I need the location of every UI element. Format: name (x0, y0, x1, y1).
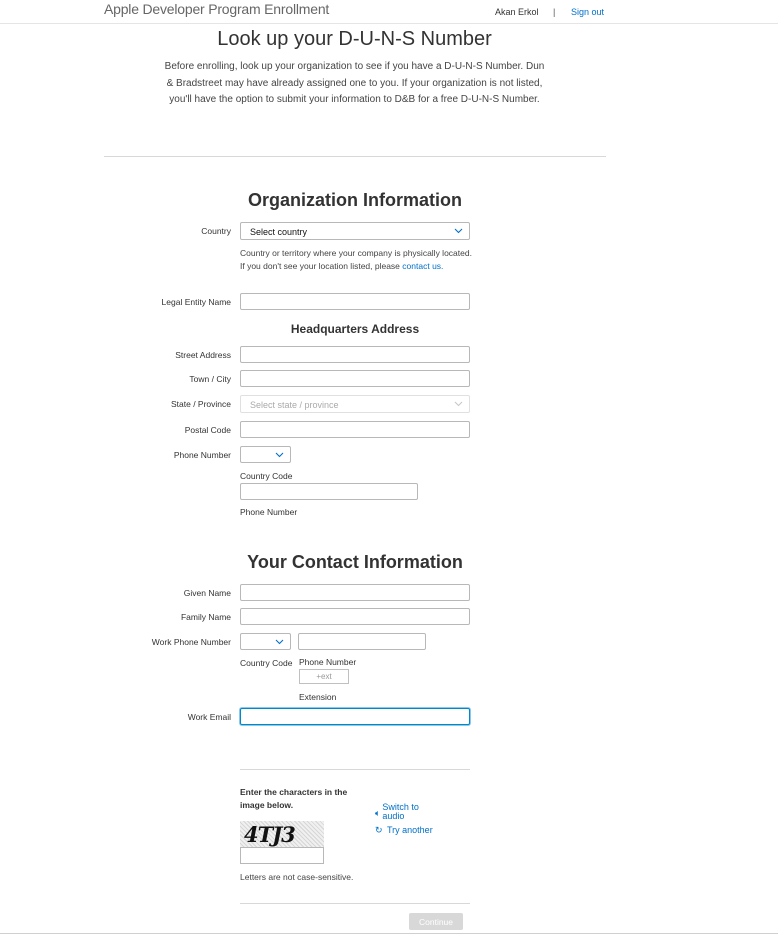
section-divider (104, 156, 606, 157)
speaker-icon: 🔈︎ (375, 808, 381, 818)
switch-to-audio-label: Switch to audio (382, 802, 419, 821)
intro-text: Before enrolling, look up your organization to see if you have a D-U-N-S Number. Dun & Bradstreet may have already assigned one to you. If your organization is not listed, you'll have the option to submit your information to D&B for a free D-U-N-S Number. (164, 61, 545, 105)
contact-country-code-select[interactable] (240, 633, 291, 650)
organization-section-title: Organization Information (248, 190, 462, 210)
street-address-label: Street Address (175, 350, 231, 360)
user-name: Akan Erkol (495, 7, 539, 17)
country-help-body: Country or territory where your company is physically located. If you don't see your location listed, please (240, 248, 472, 271)
captcha-divider-bottom (240, 903, 470, 904)
refresh-icon: ↻ (375, 825, 383, 835)
contact-phone-number-input[interactable] (298, 633, 426, 650)
hq-phone-number-input[interactable] (240, 483, 418, 500)
try-another-label: Try another (387, 825, 433, 835)
contact-phone-number-sub-label: Phone Number (299, 657, 357, 667)
country-select-value: Select country (250, 227, 308, 237)
country-help-text (240, 247, 472, 273)
town-city-label: Town / City (189, 374, 231, 384)
family-name-input[interactable] (240, 608, 470, 625)
captcha-divider-top (240, 769, 470, 770)
header-divider (0, 23, 778, 24)
hq-country-code-select[interactable] (240, 446, 291, 463)
postal-code-label: Postal Code (184, 425, 231, 435)
sign-out-link[interactable]: Sign out (571, 7, 605, 17)
extension-label: Extension (299, 692, 337, 702)
captcha-image-text: 4TJ3 (244, 822, 295, 847)
hq-country-code-label: Country Code (240, 471, 293, 481)
switch-to-audio-link[interactable] (375, 803, 445, 821)
phone-number-label: Phone Number (173, 450, 231, 460)
page-header-title: Apple Developer Program Enrollment (104, 1, 330, 17)
hq-phone-number-sub-label: Phone Number (240, 507, 298, 517)
state-province-select[interactable] (240, 395, 470, 413)
extension-input[interactable]: +ext (299, 669, 349, 684)
contact-us-link[interactable]: contact us. (402, 261, 444, 271)
captcha-note: Letters are not case-sensitive. (240, 872, 354, 882)
try-another-link[interactable] (375, 820, 455, 838)
country-label: Country (201, 226, 231, 236)
header-separator: | (553, 7, 556, 17)
contact-section-title: Your Contact Information (247, 552, 463, 572)
chevron-down-icon (275, 637, 284, 646)
continue-button[interactable]: Continue (409, 913, 463, 930)
country-select[interactable] (240, 222, 470, 240)
given-name-label: Given Name (183, 588, 231, 598)
captcha-input[interactable] (240, 847, 324, 864)
given-name-input[interactable] (240, 584, 470, 601)
work-phone-number-label: Work Phone Number (151, 637, 231, 647)
chevron-down-icon (454, 226, 463, 235)
chevron-down-icon (275, 450, 284, 459)
work-email-input[interactable] (240, 708, 470, 725)
contact-country-code-label: Country Code (240, 658, 293, 668)
captcha-image (240, 821, 324, 848)
legal-entity-name-input[interactable] (240, 293, 470, 310)
legal-entity-name-label: Legal Entity Name (161, 297, 231, 307)
family-name-label: Family Name (180, 612, 231, 622)
chevron-down-icon (454, 399, 463, 408)
captcha-instructions: Enter the characters in the image below. (240, 787, 348, 810)
street-address-input[interactable] (240, 346, 470, 363)
state-province-label: State / Province (170, 399, 231, 409)
work-email-label: Work Email (187, 712, 231, 722)
headquarters-section-title: Headquarters Address (290, 322, 420, 336)
postal-code-input[interactable] (240, 421, 470, 438)
page-title: Look up your D-U-N-S Number (217, 28, 492, 50)
state-province-placeholder: Select state / province (250, 400, 339, 410)
town-city-input[interactable] (240, 370, 470, 387)
